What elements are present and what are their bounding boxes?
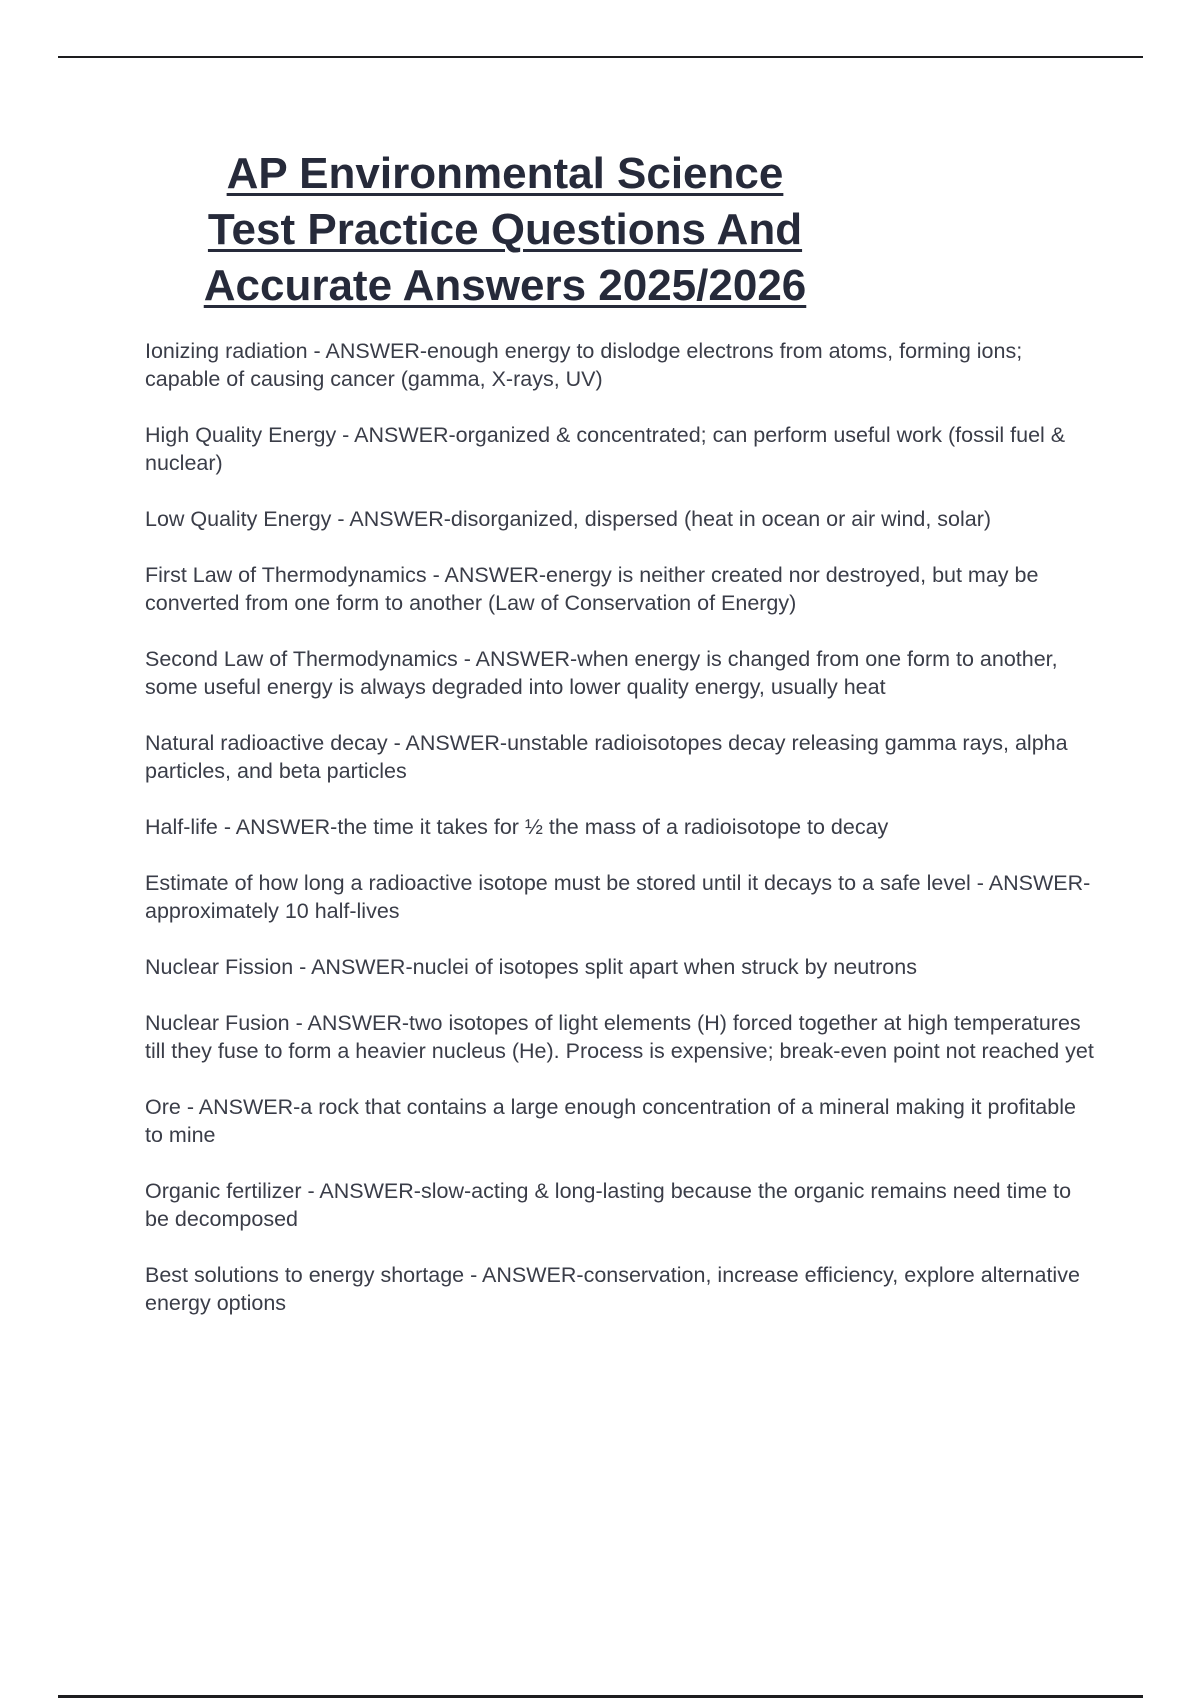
answer-separator: - ANSWER- (331, 507, 451, 531)
answer-text: energy is neither created nor destroyed, but may be converted from one form to another (Law of Conservation of Energy) (145, 563, 1039, 615)
qa-item (145, 1177, 1095, 1233)
answer-text: conservation, increase efficiency, explore alternative energy options (145, 1263, 1080, 1315)
question-text: Nuclear Fusion (145, 1011, 290, 1035)
question-text: Nuclear Fission (145, 955, 294, 979)
answer-separator: - ANSWER- (217, 815, 338, 839)
question-text: Half-life (145, 815, 218, 839)
answer-text: disorganized, dispersed (heat in ocean or air wind, solar) (450, 507, 992, 531)
answer-separator: - ANSWER- (307, 339, 428, 363)
answer-separator: - ANSWER- (180, 1095, 301, 1119)
question-text: Natural radioactive decay (145, 731, 388, 755)
bottom-rule (58, 1695, 1143, 1698)
top-rule (58, 56, 1143, 58)
answer-text: the time it takes for ½ the mass of a radioisotope to decay (337, 815, 889, 839)
question-text: Estimate of how long a radioactive isotope must be stored until it decays to a safe level (145, 871, 971, 895)
answer-separator: - ANSWER- (970, 871, 1091, 895)
qa-item (145, 1261, 1095, 1317)
qa-item (145, 421, 1095, 477)
qa-item (145, 953, 1095, 981)
qa-item (145, 505, 1095, 533)
answer-text: organized & concentrated; can perform useful work (fossil fuel & nuclear) (145, 423, 1066, 475)
question-text: High Quality Energy (145, 423, 337, 447)
qa-item (145, 1009, 1095, 1065)
title-line: Test Practice Questions And (207, 205, 803, 254)
title-line: AP Environmental Science (226, 149, 784, 198)
answer-text: slow-acting & long-lasting because the organic remains need time to be decomposed (145, 1179, 1072, 1231)
question-text: Ore (145, 1095, 181, 1119)
answer-text: unstable radioisotopes decay releasing gamma rays, alpha particles, and beta particles (145, 731, 1068, 783)
qa-item (145, 869, 1095, 925)
qa-item (145, 1093, 1095, 1149)
answer-separator: - ANSWER- (301, 1179, 421, 1203)
document-title (140, 146, 870, 314)
answer-separator: - ANSWER- (387, 731, 508, 755)
answer-separator: - ANSWER- (289, 1011, 410, 1035)
qa-item (145, 645, 1095, 701)
answer-text: when energy is changed from one form to another, some useful energy is always degraded into lower quality energy, usually heat (145, 647, 1058, 699)
answer-text: enough energy to dislodge electrons from atoms, forming ions; capable of causing cancer (gamma, X-rays, UV) (145, 339, 1023, 391)
question-text: Low Quality Energy (145, 507, 332, 531)
question-text: Ionizing radiation (145, 339, 308, 363)
qa-item (145, 813, 1095, 841)
question-text: Best solutions to energy shortage (145, 1263, 465, 1287)
answer-separator: - ANSWER- (464, 1263, 584, 1287)
qa-list (145, 337, 1095, 1345)
answer-separator: - ANSWER- (293, 955, 413, 979)
question-text: First Law of Thermodynamics (145, 563, 427, 587)
answer-text: nuclei of isotopes split apart when struck by neutrons (412, 955, 917, 979)
question-text: Organic fertilizer (145, 1179, 302, 1203)
answer-text: two isotopes of light elements (H) forced together at high temperatures till they fuse to form a heavier nucleus (He). Process is expensive; break-even point not reached yet (145, 1011, 1094, 1063)
qa-item (145, 337, 1095, 393)
question-text: Second Law of Thermodynamics (145, 647, 458, 671)
answer-separator: - ANSWER- (336, 423, 456, 447)
qa-item (145, 729, 1095, 785)
answer-text: approximately 10 half-lives (145, 899, 400, 923)
answer-separator: - ANSWER- (457, 647, 578, 671)
qa-item (145, 561, 1095, 617)
answer-separator: - ANSWER- (426, 563, 547, 587)
title-line: Accurate Answers 2025/2026 (203, 261, 807, 310)
answer-text: a rock that contains a large enough concentration of a mineral making it profitable to mine (145, 1095, 1076, 1147)
